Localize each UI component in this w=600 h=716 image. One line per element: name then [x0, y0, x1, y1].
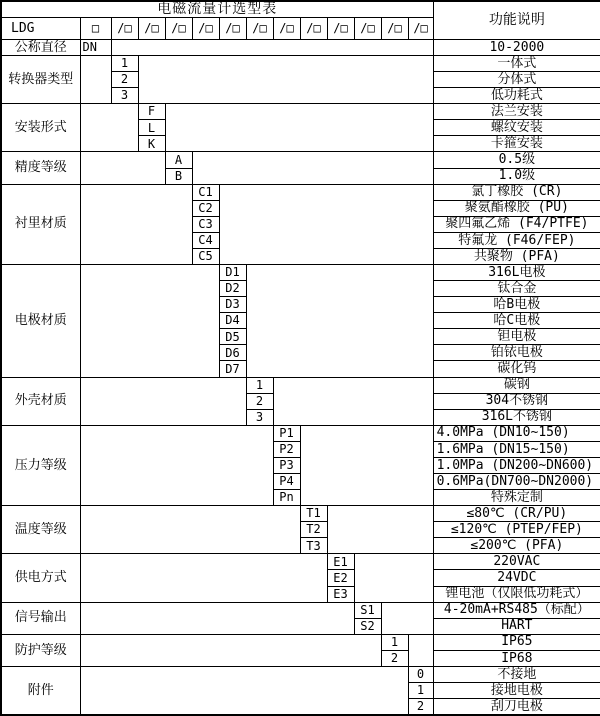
desc-cell: ≤120℃ (PTEP/FEP): [433, 522, 600, 538]
code-cell: C5: [192, 248, 219, 264]
desc-cell: HART: [433, 618, 600, 634]
code-cell: P4: [273, 473, 300, 489]
desc-cell: 钛合金: [433, 281, 600, 297]
spacer-cell: [80, 55, 111, 103]
section-label-signal-output: 信号输出: [1, 602, 80, 634]
desc-cell: 1.6MPa (DN15~150): [433, 441, 600, 457]
spacer-cell: [80, 554, 327, 602]
code-cell: E3: [327, 586, 354, 602]
desc-cell: 哈C电极: [433, 313, 600, 329]
desc-cell: 316L不锈钢: [433, 409, 600, 425]
desc-cell: 304不锈钢: [433, 393, 600, 409]
model-slot: /□: [219, 17, 246, 39]
code-cell: F: [138, 104, 165, 120]
code-cell: 1: [381, 634, 408, 650]
desc-cell: 卡箍安装: [433, 136, 600, 152]
desc-cell: 低功耗式: [433, 88, 600, 104]
spacer-cell: [80, 377, 246, 425]
desc-cell: IP68: [433, 650, 600, 666]
spacer-cell: [80, 104, 138, 152]
desc-cell: 不接地: [433, 666, 600, 682]
code-cell: B: [165, 168, 192, 184]
code-cell: P2: [273, 441, 300, 457]
section-label-accuracy: 精度等级: [1, 152, 80, 184]
code-cell: 3: [111, 88, 138, 104]
section-label-installation: 安装形式: [1, 104, 80, 152]
code-cell: P3: [273, 457, 300, 473]
spacer-cell: [138, 55, 433, 103]
desc-cell: 聚氨酯橡胶 (PU): [433, 200, 600, 216]
desc-cell: 聚四氟乙烯 (F4/PTFE): [433, 216, 600, 232]
code-cell: 1: [408, 683, 433, 699]
code-cell: D6: [219, 345, 246, 361]
desc-cell: 锂电池（仅限低功耗式）: [433, 586, 600, 602]
code-cell: D4: [219, 313, 246, 329]
desc-cell: 10-2000: [433, 39, 600, 55]
section-label-converter-type: 转换器类型: [1, 55, 80, 103]
code-cell: E1: [327, 554, 354, 570]
model-slot: /□: [138, 17, 165, 39]
spacer-cell: [80, 506, 300, 554]
desc-cell: 316L电极: [433, 264, 600, 280]
spacer-cell: [80, 184, 192, 264]
desc-cell: 哈B电极: [433, 297, 600, 313]
desc-cell: 1.0级: [433, 168, 600, 184]
desc-cell: 共聚物 (PFA): [433, 248, 600, 264]
desc-cell: ≤200℃ (PFA): [433, 538, 600, 554]
spacer-cell: [80, 425, 273, 505]
spacer-cell: [354, 554, 433, 602]
desc-cell: 法兰安装: [433, 104, 600, 120]
code-cell: C3: [192, 216, 219, 232]
desc-cell: ≤80℃ (CR/PU): [433, 506, 600, 522]
spacer-cell: [80, 152, 165, 184]
desc-cell: 碳化钨: [433, 361, 600, 377]
code-cell: S2: [354, 618, 381, 634]
model-slot: /□: [246, 17, 273, 39]
section-label-pressure-rating: 压力等级: [1, 425, 80, 505]
model-slot: /□: [192, 17, 219, 39]
code-cell: C1: [192, 184, 219, 200]
code-cell: K: [138, 136, 165, 152]
model-slot: /□: [381, 17, 408, 39]
spacer-cell: [111, 39, 433, 55]
desc-cell: 铂铱电极: [433, 345, 600, 361]
code-cell: 3: [246, 409, 273, 425]
desc-cell: 1.0MPa (DN200~DN600): [433, 457, 600, 473]
desc-cell: 分体式: [433, 72, 600, 88]
code-cell: S1: [354, 602, 381, 618]
section-label-liner-material: 衬里材质: [1, 184, 80, 264]
desc-cell: 4.0MPa (DN10~150): [433, 425, 600, 441]
spacer-cell: [273, 377, 433, 425]
code-cell: 2: [246, 393, 273, 409]
code-cell: T3: [300, 538, 327, 554]
model-slot: /□: [273, 17, 300, 39]
code-cell: L: [138, 120, 165, 136]
function-column-header: 功能说明: [433, 1, 600, 39]
model-slot: /□: [354, 17, 381, 39]
code-cell: C4: [192, 232, 219, 248]
code-cell: D7: [219, 361, 246, 377]
spacer-cell: [381, 602, 433, 634]
model-slot: /□: [111, 17, 138, 39]
code-cell: 2: [111, 72, 138, 88]
code-cell: C2: [192, 200, 219, 216]
model-box: □: [80, 17, 111, 39]
spacer-cell: [300, 425, 433, 505]
code-cell: DN: [80, 39, 111, 55]
section-label-accessories: 附件: [1, 666, 80, 715]
spacer-cell: [80, 264, 219, 377]
desc-cell: 碳钢: [433, 377, 600, 393]
model-slot: /□: [327, 17, 354, 39]
code-cell: P1: [273, 425, 300, 441]
spacer-cell: [219, 184, 433, 264]
section-label-electrode-material: 电极材质: [1, 264, 80, 377]
model-slot: /□: [165, 17, 192, 39]
spacer-cell: [246, 264, 433, 377]
spacer-cell: [192, 152, 433, 184]
desc-cell: 螺纹安装: [433, 120, 600, 136]
code-cell: 2: [381, 650, 408, 666]
section-label-housing-material: 外壳材质: [1, 377, 80, 425]
code-cell: D2: [219, 281, 246, 297]
desc-cell: 特殊定制: [433, 490, 600, 506]
desc-cell: 4-20mA+RS485（标配）: [433, 602, 600, 618]
table-title: 电磁流量计选型表: [1, 1, 433, 17]
model-slot: /□: [408, 17, 433, 39]
desc-cell: 0.6MPa(DN700~DN2000): [433, 473, 600, 489]
section-label-temperature-rating: 温度等级: [1, 506, 80, 554]
code-cell: D5: [219, 329, 246, 345]
code-cell: 1: [111, 55, 138, 71]
section-label-protection-rating: 防护等级: [1, 634, 80, 666]
desc-cell: 氯丁橡胶 (CR): [433, 184, 600, 200]
spacer-cell: [408, 634, 433, 666]
model-slot: /□: [300, 17, 327, 39]
spacer-cell: [80, 602, 354, 634]
spacer-cell: [80, 634, 381, 666]
code-cell: 1: [246, 377, 273, 393]
desc-cell: 220VAC: [433, 554, 600, 570]
section-label-nominal-diameter: 公称直径: [1, 39, 80, 55]
code-cell: T1: [300, 506, 327, 522]
code-cell: D3: [219, 297, 246, 313]
desc-cell: 接地电极: [433, 683, 600, 699]
section-label-power-supply: 供电方式: [1, 554, 80, 602]
spacer-cell: [327, 506, 433, 554]
code-cell: 2: [408, 699, 433, 715]
code-cell: T2: [300, 522, 327, 538]
desc-cell: 刮刀电极: [433, 699, 600, 715]
desc-cell: 钽电极: [433, 329, 600, 345]
code-cell: E2: [327, 570, 354, 586]
desc-cell: 特氟龙 (F46/FEP): [433, 232, 600, 248]
desc-cell: 一体式: [433, 55, 600, 71]
spacer-cell: [80, 666, 408, 715]
code-cell: 0: [408, 666, 433, 682]
spacer-cell: [165, 104, 433, 152]
code-cell: D1: [219, 264, 246, 280]
code-cell: Pn: [273, 490, 300, 506]
desc-cell: 24VDC: [433, 570, 600, 586]
model-prefix: LDG: [1, 17, 80, 39]
code-cell: A: [165, 152, 192, 168]
desc-cell: IP65: [433, 634, 600, 650]
desc-cell: 0.5级: [433, 152, 600, 168]
